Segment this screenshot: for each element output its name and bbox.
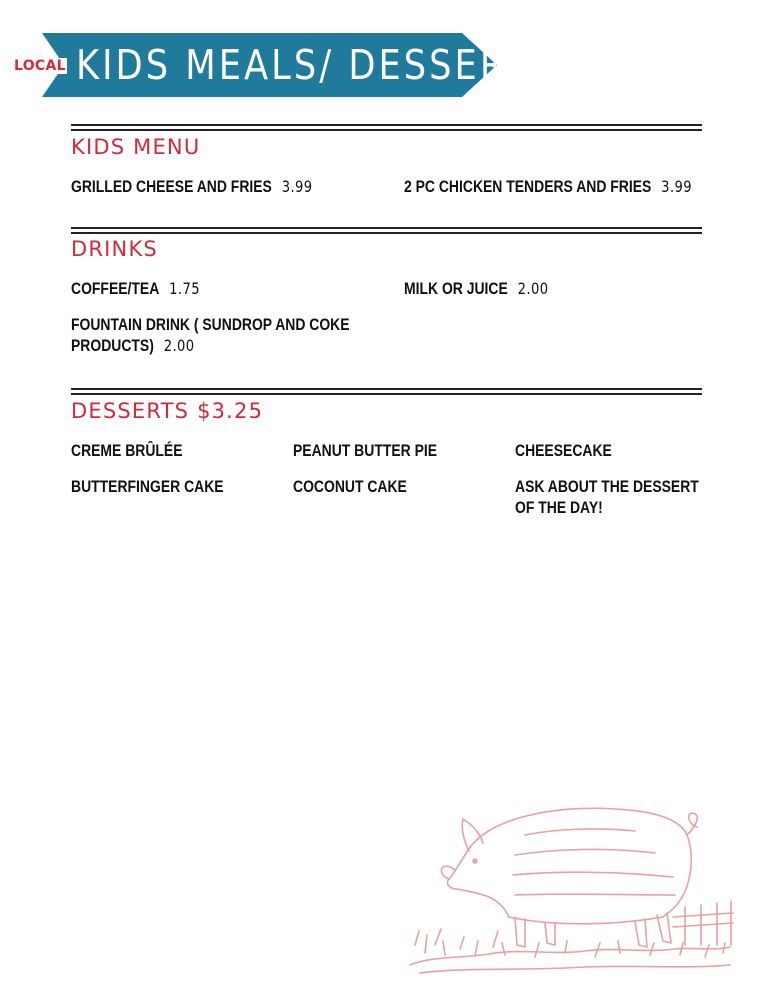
menu-item <box>71 278 200 299</box>
dessert-item-line1: ASK ABOUT THE DESSERT <box>515 477 699 496</box>
section-divider <box>71 388 702 395</box>
item-price: 2.00 <box>163 336 195 355</box>
dessert-item: COCONUT CAKE <box>293 477 407 496</box>
section-title-kids-menu: KIDS MENU <box>71 135 201 159</box>
item-name: COFFEE/TEA <box>71 279 160 298</box>
item-name: GRILLED CHEESE AND FRIES <box>71 177 272 196</box>
item-name: 2 PC CHICKEN TENDERS AND FRIES <box>404 177 652 196</box>
item-name-line2: PRODUCTS) <box>71 336 154 355</box>
section-title-desserts: DESSERTS $3.25 <box>71 399 264 423</box>
page-title: KIDS MEALS/ DESSERT <box>76 41 530 89</box>
section-title-drinks: DRINKS <box>71 237 158 261</box>
dessert-item: BUTTERFINGER CAKE <box>71 477 224 496</box>
menu-item <box>404 278 548 299</box>
item-price: 1.75 <box>169 279 200 298</box>
menu-item <box>404 176 692 197</box>
dessert-item <box>515 476 699 518</box>
item-name: MILK OR JUICE <box>404 279 508 298</box>
item-price: 3.99 <box>281 177 313 196</box>
dessert-item: PEANUT BUTTER PIE <box>293 441 438 460</box>
item-price: 2.00 <box>517 279 549 298</box>
item-name-line1: FOUNTAIN DRINK ( SUNDROP AND COKE <box>71 315 350 334</box>
section-divider <box>71 227 702 234</box>
dessert-item: CHEESECAKE <box>515 441 612 460</box>
header-banner <box>42 33 530 97</box>
item-price: 3.99 <box>661 177 693 196</box>
local-logo-tag: LOCAL <box>14 58 66 74</box>
section-divider <box>71 124 702 131</box>
pig-illustration <box>405 795 735 975</box>
dessert-item: CREME BRÛLÉE <box>71 441 183 460</box>
menu-item <box>71 314 350 356</box>
dessert-item-line2: OF THE DAY! <box>515 498 603 517</box>
menu-item <box>71 176 313 197</box>
